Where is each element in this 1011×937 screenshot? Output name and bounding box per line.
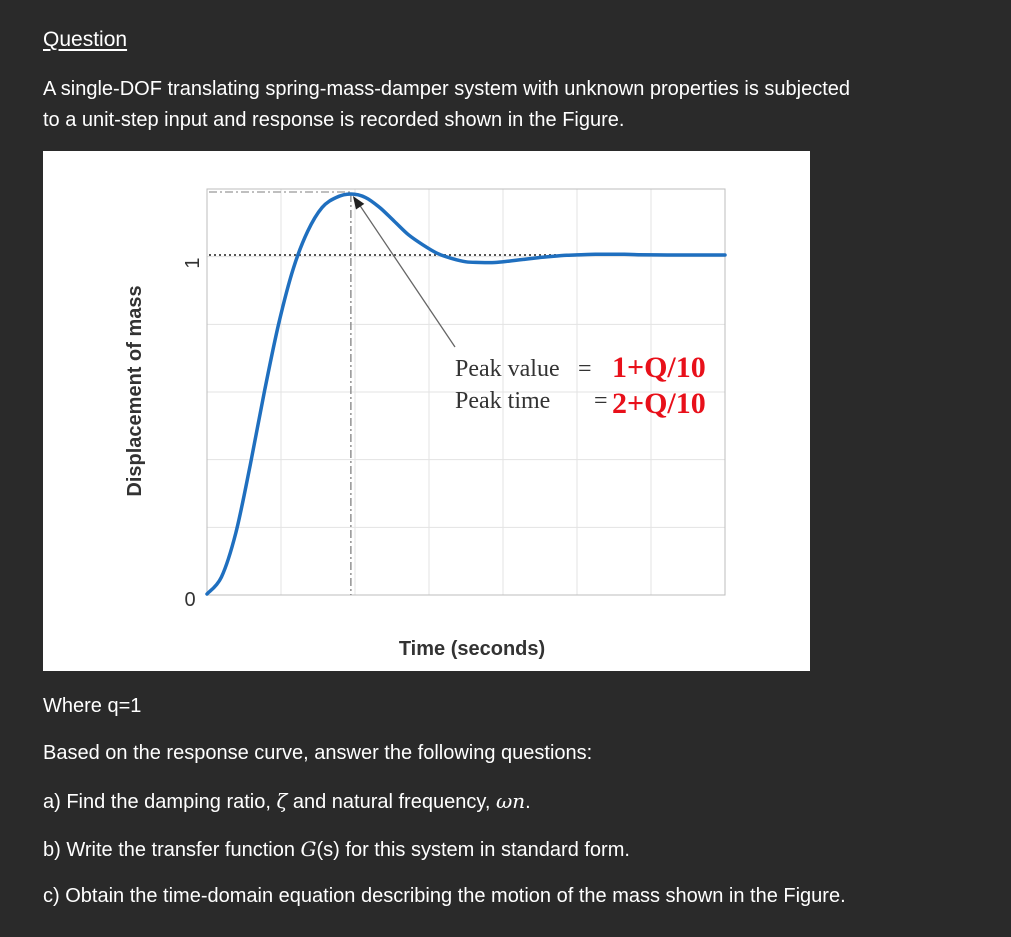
question-part-a (43, 786, 531, 818)
response-figure (43, 151, 810, 671)
peak-time-expression: 2+Q/10 (612, 387, 706, 420)
annotation-arrow (357, 201, 455, 347)
question-part-c: c) Obtain the time-domain equation describing the motion of the mass shown in the Figure. (43, 885, 846, 907)
part-a-suffix: . (525, 791, 531, 813)
question-intro-line-1: A single-DOF translating spring-mass-damper system with unknown properties is subjected (43, 78, 851, 100)
part-a-mid: and natural frequency, (287, 791, 496, 813)
peak-value-equals: = (578, 356, 592, 382)
transfer-function-symbol: G (300, 837, 317, 861)
part-a-prefix: a) Find the damping ratio, (43, 791, 277, 813)
where-q-value: Where q=1 (43, 695, 142, 717)
question-intro-line-2: to a unit-step input and response is recorded shown in the Figure. (43, 109, 625, 131)
step-response-chart (43, 151, 810, 671)
question-heading: Question (43, 28, 128, 51)
part-b-suffix: (s) for this system in standard form. (316, 839, 630, 861)
instruction-line: Based on the response curve, answer the following questions: (43, 742, 593, 764)
question-part-b (43, 834, 630, 866)
peak-value-expression: 1+Q/10 (612, 351, 706, 384)
peak-value-label: Peak value (455, 356, 560, 382)
y-tick-label-1: 1 (182, 257, 204, 269)
omega-n-symbol: ωn (495, 789, 526, 813)
peak-time-equals: = (594, 388, 608, 414)
zeta-symbol: ζ (276, 789, 288, 813)
part-b-prefix: b) Write the transfer function (43, 839, 301, 861)
y-tick-label-0: 0 (184, 589, 196, 611)
y-axis-label: Displacement of mass (124, 285, 146, 497)
x-axis-label: Time (seconds) (398, 638, 546, 660)
peak-time-label: Peak time (455, 388, 551, 414)
